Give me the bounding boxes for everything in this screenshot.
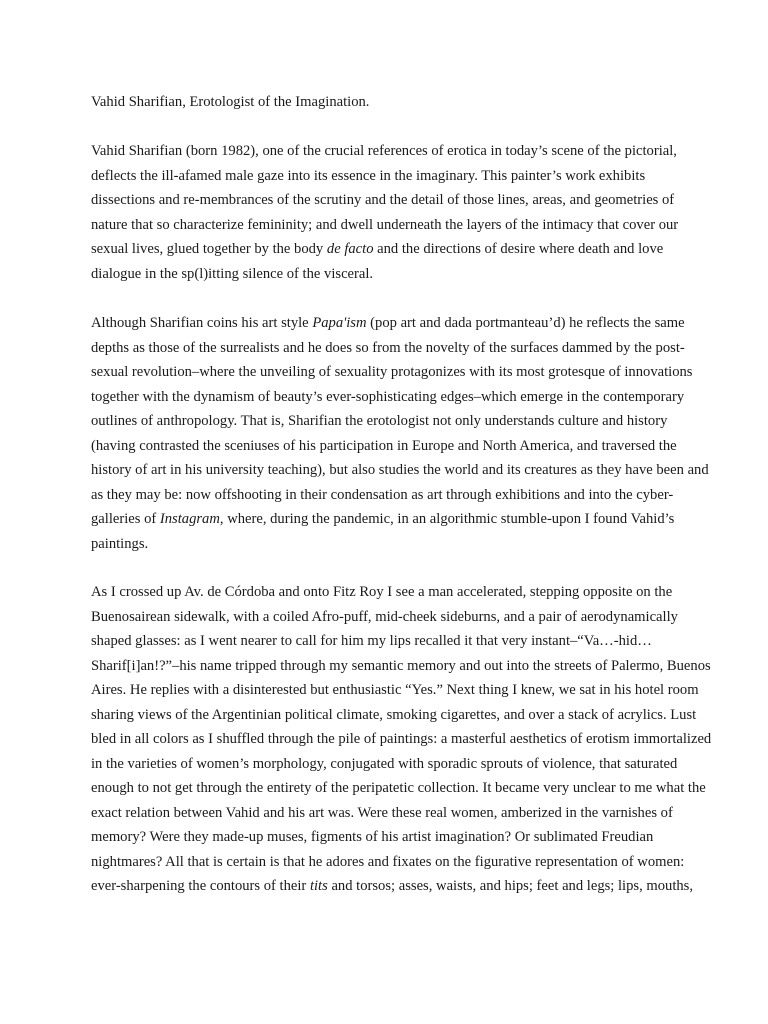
paragraph-line: galleries of Instagram, where, during the pandemic, in an algorithmic stumble-upon I found Vahid’s — [91, 511, 675, 527]
paragraph-line: deflects the ill-afamed male gaze into its essence in the imaginary. This painter’s work exhibits — [91, 167, 646, 184]
paragraph-line: enough to not get through the entirety of the peripatetic collection. It became very unclear to me what the — [91, 780, 706, 796]
paragraph-line: memory? Were they made-up muses, figments of his artist imagination? Or sublimated Freudian — [91, 829, 654, 845]
paragraph-line: depths as those of the surrealists and he does so from the novelty of the surfaces dammed by the post- — [91, 339, 685, 356]
document-title: Vahid Sharifian, Erotologist of the Imagination. — [91, 94, 370, 110]
italic-term: Papa'ism — [312, 315, 367, 331]
paragraph-line: as they may be: now offshooting in their condensation as art through exhibitions and into the cyber- — [91, 486, 674, 503]
paragraph-line: shaped glasses: as I went nearer to call for him my lips recalled it that very instant–“Va…-hid… — [91, 633, 652, 649]
paragraph-line: together with the dynamism of beauty’s ever-sophisticating edges–which emerge in the contemporary — [91, 388, 685, 405]
paragraph-line: sexual lives, glued together by the body de facto and the directions of desire where death and love — [91, 241, 664, 257]
italic-term: tits — [309, 878, 328, 894]
paragraph-line: Vahid Sharifian (born 1982), one of the crucial references of erotica in today’s scene of the pictorial, — [91, 143, 677, 159]
paragraph-3 — [91, 580, 712, 899]
paragraph-line: history of art in his university teaching), but also studies the world and its creatures as they have been and — [91, 462, 709, 478]
paragraph-line: Although Sharifian coins his art style Papa'ism (pop art and dada portmanteau’d) he reflects the same — [91, 315, 685, 331]
paragraph-line: Aires. He replies with a disinterested but enthusiastic “Yes.” Next thing I knew, we sat in his hotel room — [91, 682, 699, 698]
paragraph-2 — [91, 311, 709, 556]
paragraph-line: outlines of anthropology. That is, Sharifian the erotologist not only understands culture and history — [91, 413, 668, 429]
paragraph-line: As I crossed up Av. de Córdoba and onto Fitz Roy I see a man accelerated, stepping opposite on the — [91, 584, 673, 600]
paragraph-line: nightmares? All that is certain is that he adores and fixates on the figurative representation of women: — [91, 853, 685, 870]
paragraph-line: paintings. — [91, 535, 149, 552]
italic-term: de facto — [326, 241, 374, 257]
paragraph-line: dialogue in the sp(l)itting silence of the visceral. — [91, 265, 374, 282]
paragraph-line: Buenosairean sidewalk, with a coiled Afro-puff, mid-cheek sideburns, and a pair of aerodynamically — [91, 608, 678, 625]
paragraph-line: bled in all colors as I shuffled through the pile of paintings: a masterful aesthetics of erotism immortalized — [91, 731, 712, 747]
paragraph-line: sexual revolution–where the unveiling of sexuality protagonizes with its most grotesque of innovations — [91, 364, 693, 380]
paragraph-line: exact relation between Vahid and his art was. Were these real women, amberized in the varnishes of — [91, 804, 673, 821]
paragraph-line: Sharif[i]an!?”–his name tripped through my semantic memory and out into the streets of Palermo, Buenos — [91, 657, 711, 674]
paragraph-line: in the varieties of women’s morphology, conjugated with sporadic sprouts of violence, that saturated — [91, 755, 678, 772]
italic-term: Instagram — [159, 511, 220, 527]
paragraph-line: (having contrasted the sceniuses of his participation in Europe and North America, and traversed the — [91, 437, 677, 454]
paragraph-line: sharing views of the Argentinian political climate, smoking cigarettes, and over a stack of acrylics. Lust — [91, 706, 697, 723]
paragraph-1 — [91, 139, 681, 286]
paragraph-line: dissections and re-membrances of the scrutiny and the detail of those lines, areas, and geometries of — [91, 192, 675, 208]
paragraph-line: ever-sharpening the contours of their tits and torsos; asses, waists, and hips; feet and legs; lips, mouths, — [91, 878, 694, 894]
paragraph-line: nature that so characterize femininity; and dwell underneath the layers of the intimacy that cover our — [91, 216, 679, 233]
